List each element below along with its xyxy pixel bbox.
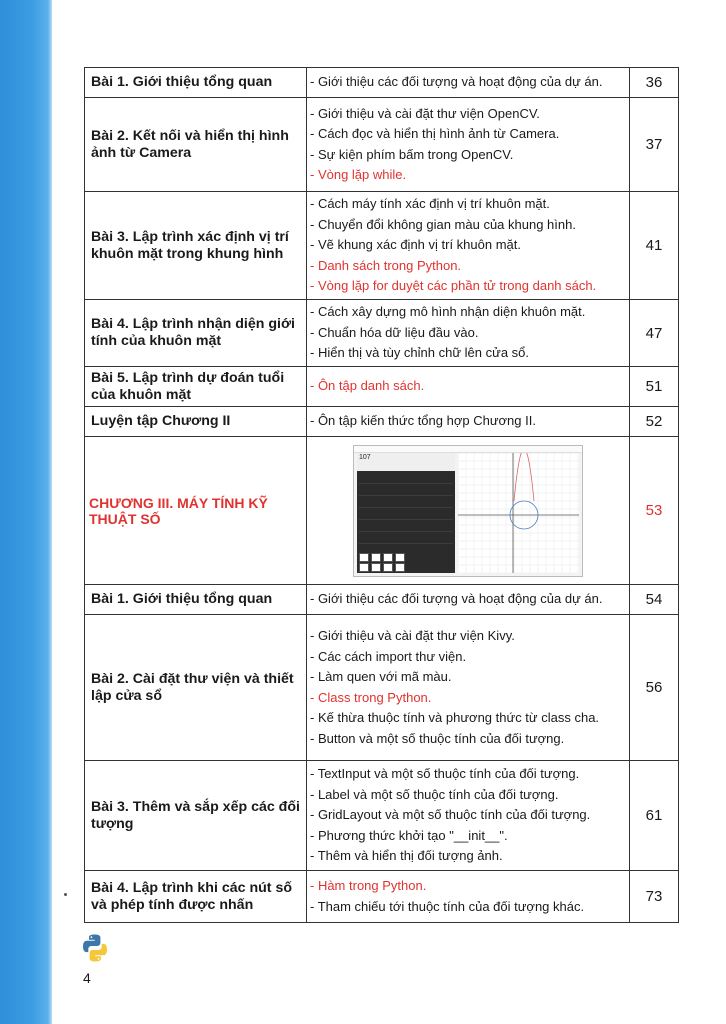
topic-item: - Tham chiếu tới thuộc tính của đối tượng khác. xyxy=(310,898,585,914)
page-ref: 36 xyxy=(630,68,679,98)
page-ref: 47 xyxy=(630,300,679,367)
topic-item: - Button và một số thuộc tính của đối tượng. xyxy=(310,730,565,746)
page-ref: 61 xyxy=(630,761,679,871)
chapter-row xyxy=(85,437,679,585)
page-ref: 51 xyxy=(630,367,679,407)
topic-item: - Ôn tập kiến thức tổng hợp Chương II. xyxy=(310,413,536,429)
page-ref: 73 xyxy=(630,871,679,923)
topic-item: - Ôn tập danh sách. xyxy=(310,378,425,394)
calculator-key xyxy=(371,563,381,572)
grid-line xyxy=(359,507,453,508)
table-row xyxy=(85,761,679,871)
topic-item: - GridLayout và một số thuộc tính của đối tượng. xyxy=(310,807,591,823)
topic-item: - Giới thiệu và cài đặt thư viện OpenCV. xyxy=(310,105,540,121)
graph-plot xyxy=(458,453,579,573)
topic-item: - Giới thiệu các đối tượng và hoạt động của dự án. xyxy=(310,74,603,90)
topic-item: - Các cách import thư viện. xyxy=(310,648,467,664)
page-ref: 52 xyxy=(630,407,679,437)
lesson-title: Bài 3. Thêm và sắp xếp các đối tượng xyxy=(85,761,307,871)
table-row xyxy=(85,407,679,437)
topic-item: - Chuẩn hóa dữ liệu đầu vào. xyxy=(310,324,479,340)
blue-side-band xyxy=(0,0,52,1024)
calculator-key xyxy=(383,563,393,572)
lesson-title: Bài 3. Lập trình xác định vị trí khuôn mặt trong khung hình xyxy=(85,192,307,300)
calculator-panel xyxy=(357,453,455,573)
topic-item: - Giới thiệu các đối tượng và hoạt động của dự án. xyxy=(310,591,603,607)
page-ref: 56 xyxy=(630,615,679,761)
table-of-contents xyxy=(84,67,679,923)
lesson-title: Bài 4. Lập trình khi các nút số và phép tính được nhấn xyxy=(85,871,307,923)
lesson-topics xyxy=(307,300,630,367)
topic-item: - Kế thừa thuộc tính và phương thức từ class cha. xyxy=(310,710,600,725)
lesson-title: Bài 2. Kết nối và hiển thị hình ảnh từ Camera xyxy=(85,98,307,192)
lesson-title: Bài 2. Cài đặt thư viện và thiết lập cửa sổ xyxy=(85,615,307,761)
lesson-topics xyxy=(307,761,630,871)
table-row xyxy=(85,367,679,407)
topic-item: - Hàm trong Python. xyxy=(310,878,427,893)
lesson-title: Bài 5. Lập trình dự đoán tuổi của khuôn mặt xyxy=(85,367,307,407)
table-row xyxy=(85,98,679,192)
window-title-bar xyxy=(354,446,582,453)
lesson-topics xyxy=(307,192,630,300)
lesson-topics xyxy=(307,407,630,437)
chapter-screenshot-cell xyxy=(307,437,630,585)
topic-item: - Danh sách trong Python. xyxy=(310,257,462,273)
calculator-display: 107 xyxy=(357,453,455,471)
table-row xyxy=(85,68,679,98)
page-ref: 53 xyxy=(630,437,679,585)
topic-item: - Giới thiệu và cài đặt thư viện Kivy. xyxy=(310,628,515,643)
lesson-title: Bài 1. Giới thiệu tổng quan xyxy=(85,585,307,615)
calculator-key xyxy=(395,563,405,572)
page-ref: 54 xyxy=(630,585,679,615)
topic-item: - Chuyển đổi không gian màu của khung hình. xyxy=(310,216,576,232)
page-ref: 37 xyxy=(630,98,679,192)
topic-item: - TextInput và một số thuộc tính của đối tượng. xyxy=(310,766,580,782)
grid-line xyxy=(359,531,453,532)
lesson-topics xyxy=(307,98,630,192)
calculator-key xyxy=(383,553,393,562)
topic-item: - Class trong Python. xyxy=(310,689,432,705)
lesson-topics xyxy=(307,871,630,923)
lesson-title: Luyện tập Chương II xyxy=(85,407,307,437)
topic-item: - Sự kiện phím bấm trong OpenCV. xyxy=(310,146,514,162)
grid-line xyxy=(359,519,453,520)
lesson-title: Bài 1. Giới thiệu tổng quan xyxy=(85,68,307,98)
python-logo-icon xyxy=(80,933,110,963)
topic-item: - Phương thức khởi tạo "__init__". xyxy=(310,827,508,843)
grid-line xyxy=(359,495,453,496)
topic-item: - Hiển thị và tùy chỉnh chữ lên cửa sổ. xyxy=(310,345,530,361)
chapter-title: CHƯƠNG III. MÁY TÍNH KỸ THUẬT SỐ xyxy=(85,437,307,585)
table-row xyxy=(85,585,679,615)
topic-item: - Cách xây dựng mô hình nhận diện khuôn mặt. xyxy=(310,304,586,320)
lesson-topics xyxy=(307,615,630,761)
lesson-topics xyxy=(307,68,630,98)
topic-item: - Cách máy tính xác định vị trí khuôn mặt. xyxy=(310,196,550,212)
calculator-app-screenshot xyxy=(353,445,583,577)
topic-item: - Vẽ khung xác định vị trí khuôn mặt. xyxy=(310,237,521,253)
topic-item: - Thêm và hiển thị đối tượng ảnh. xyxy=(310,848,503,864)
lesson-title: Bài 4. Lập trình nhận diện giới tính của khuôn mặt xyxy=(85,300,307,367)
page-ref: 41 xyxy=(630,192,679,300)
table-row xyxy=(85,615,679,761)
lesson-topics xyxy=(307,585,630,615)
topic-item: - Label và một số thuộc tính của đối tượng. xyxy=(310,786,559,802)
topic-item: - Vòng lặp while. xyxy=(310,167,407,182)
topic-item: - Cách đọc và hiển thị hình ảnh từ Camera. xyxy=(310,126,560,141)
table-row xyxy=(85,871,679,923)
table-row xyxy=(85,300,679,367)
topic-item: - Vòng lặp for duyệt các phần tử trong danh sách. xyxy=(310,278,597,294)
topic-item: - Làm quen với mã màu. xyxy=(310,669,452,684)
calculator-key xyxy=(371,553,381,562)
lesson-topics xyxy=(307,367,630,407)
calculator-key xyxy=(359,553,369,562)
speck xyxy=(64,893,67,896)
calculator-key xyxy=(395,553,405,562)
page-number: 4 xyxy=(83,970,91,986)
grid-line xyxy=(359,543,453,544)
table-row xyxy=(85,192,679,300)
calculator-key xyxy=(359,563,369,572)
grid-line xyxy=(359,483,453,484)
